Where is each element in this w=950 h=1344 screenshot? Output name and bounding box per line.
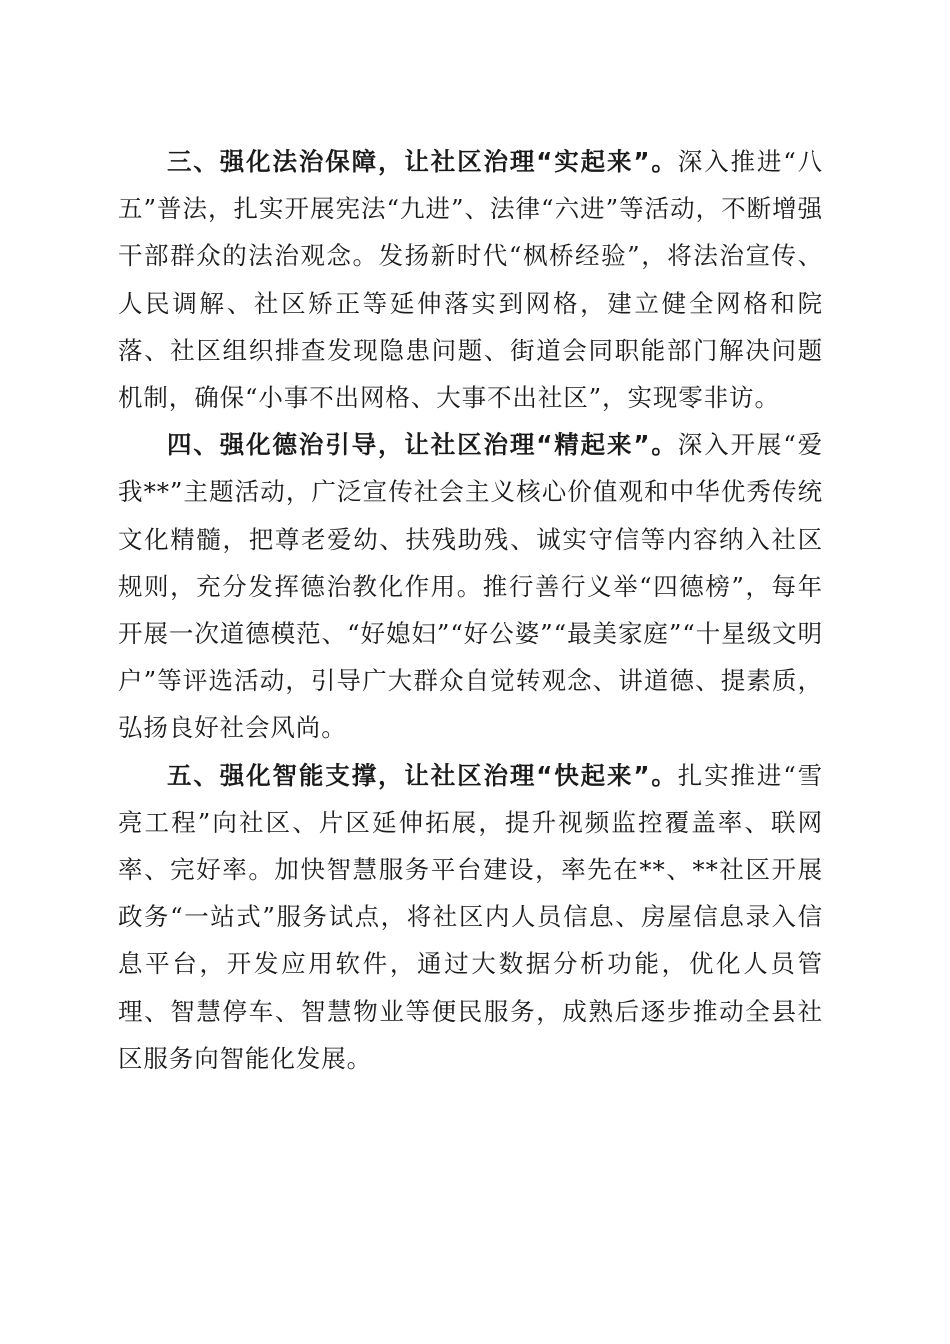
paragraph-heading: 三、强化法治保障，让社区治理“实起来”。 xyxy=(167,147,678,176)
paragraph-body: 扎实推进“雪亮工程”向社区、片区延伸拓展，提升视频监控覆盖率、联网率、完好率。加快智慧服务平台建设，率先在**、**社区开展政务“一站式”服务试点，将社区内人员信息、房屋信息录入信息平台，开发应用软件，通过大数据分析功能，优化人员管理、智慧停车、智慧物业等便民服务，成熟后逐步推动全县社区服务向智能化发展。 xyxy=(118,760,823,1073)
paragraph-smart-support xyxy=(118,752,823,1082)
paragraph-heading: 五、强化智能支撑，让社区治理“快起来”。 xyxy=(167,760,678,790)
paragraph-body: 深入开展“爱我**”主题活动，广泛宣传社会主义核心价值观和中华优秀传统文化精髓，把尊老爱幼、扶残助残、诚实守信等内容纳入社区规则，充分发挥德治教化作用。推行善行义举“四德榜”，每年开展一次道德模范、“好媳妇”“好公婆”“最美家庭”“十星级文明户”等评选活动，引导广大群众自觉转观念、讲道德、提素质，弘扬良好社会风尚。 xyxy=(118,430,823,743)
paragraph-body: 深入推进“八五”普法，扎实开展宪法“九进”、法律“六进”等活动，不断增强干部群众的法治观念。发扬新时代“枫桥经验”，将法治宣传、人民调解、社区矫正等延伸落实到网格，建立健全网格和院落、社区组织排查发现隐患问题、街道会同职能部门解决问题机制，确保“小事不出网格、大事不出社区”，实现零非访。 xyxy=(118,147,823,413)
paragraph-rule-of-virtue xyxy=(118,421,823,751)
document-page xyxy=(118,138,823,1082)
paragraph-rule-of-law xyxy=(118,138,823,421)
paragraph-heading: 四、强化德治引导，让社区治理“精起来”。 xyxy=(167,430,678,460)
